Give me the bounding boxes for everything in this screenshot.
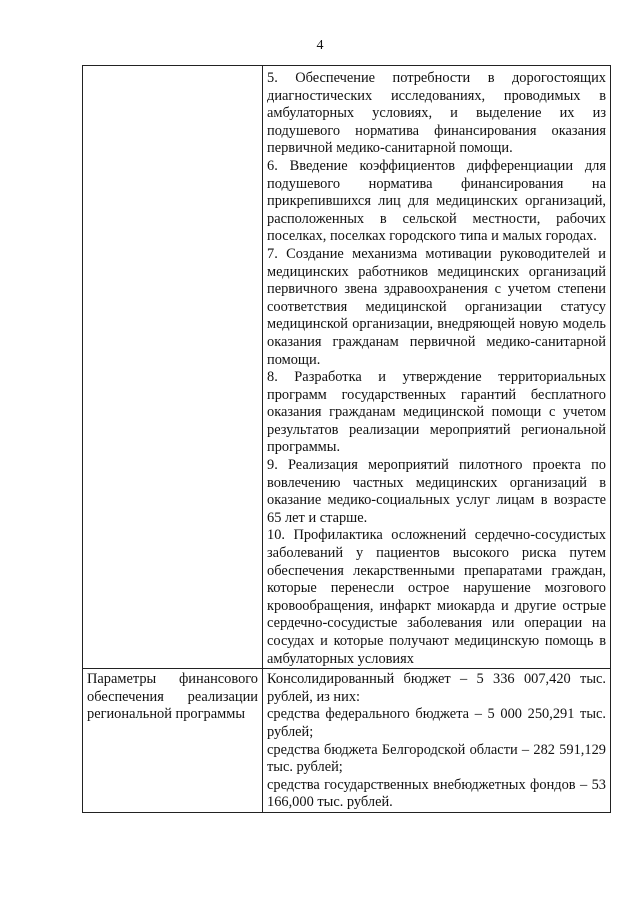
measure-item-10: 10. Профилактика осложнений сердечно-сосудистых заболеваний у пациентов высокого риска путем обеспечения лекарственными препаратами граждан, которые перенесли острое нарушение мозгового кровообращения, инфаркт миокарда и другие острые сердечно-сосудистые заболевания или операции на сосудах и которые получают медицинскую помощь в амбулаторных условиях <box>267 527 606 667</box>
measure-item-6: 6. Введение коэффициентов дифференциации для подушевого норматива финансирования на прикрепившихся лиц для медицинских организаций, расположенных в сельской местности, рабочих поселках, поселках городского типа и малых городах. <box>267 157 606 245</box>
finance-federal: средства федерального бюджета – 5 000 250,291 тыс. рублей; <box>267 706 606 740</box>
program-passport-table <box>82 65 611 813</box>
measure-item-7: 7. Создание механизма мотивации руководителей и медицинских работников медицинских организаций первичного звена здравоохранения с учетом степени соответствия медицинской организации статусу медицинской организации, внедряющей новую модель оказания гражданам первичной медико-санитарной помощи. <box>267 245 606 368</box>
page-number: 4 <box>316 38 324 53</box>
row-content-cell <box>263 66 611 669</box>
finance-total: Консолидированный бюджет – 5 336 007,420 тыс. рублей, из них: <box>267 671 606 705</box>
row-label-cell <box>83 66 263 669</box>
finance-label: Параметры финансового обеспечения реализации региональной программы <box>87 671 258 723</box>
measure-item-5: 5. Обеспечение потребности в дорогостоящих диагностических исследованиях, проводимых в амбулаторных условиях, и выделение их из подушевого норматива финансирования оказания первичной медико-санитарной помощи. <box>267 70 606 157</box>
table-row-measures <box>83 66 611 669</box>
measure-item-8: 8. Разработка и утверждение территориальных программ государственных гарантий бесплатного оказания гражданам медицинской помощи с учетом результатов реализации мероприятий региональной программы. <box>267 369 606 456</box>
measure-item-9: 9. Реализация мероприятий пилотного проекта по вовлечению частных медицинских организаций в оказание медико-социальных услуг лицам в возрасте 65 лет и старше. <box>267 457 606 526</box>
finance-extrabudgetary: средства государственных внебюджетных фондов – 53 166,000 тыс. рублей. <box>267 776 606 811</box>
finance-regional: средства бюджета Белгородской области – 282 591,129 тыс. рублей; <box>267 741 606 776</box>
row-label-cell <box>83 669 263 813</box>
row-content-cell <box>263 669 611 813</box>
table-row-finance <box>83 669 611 813</box>
